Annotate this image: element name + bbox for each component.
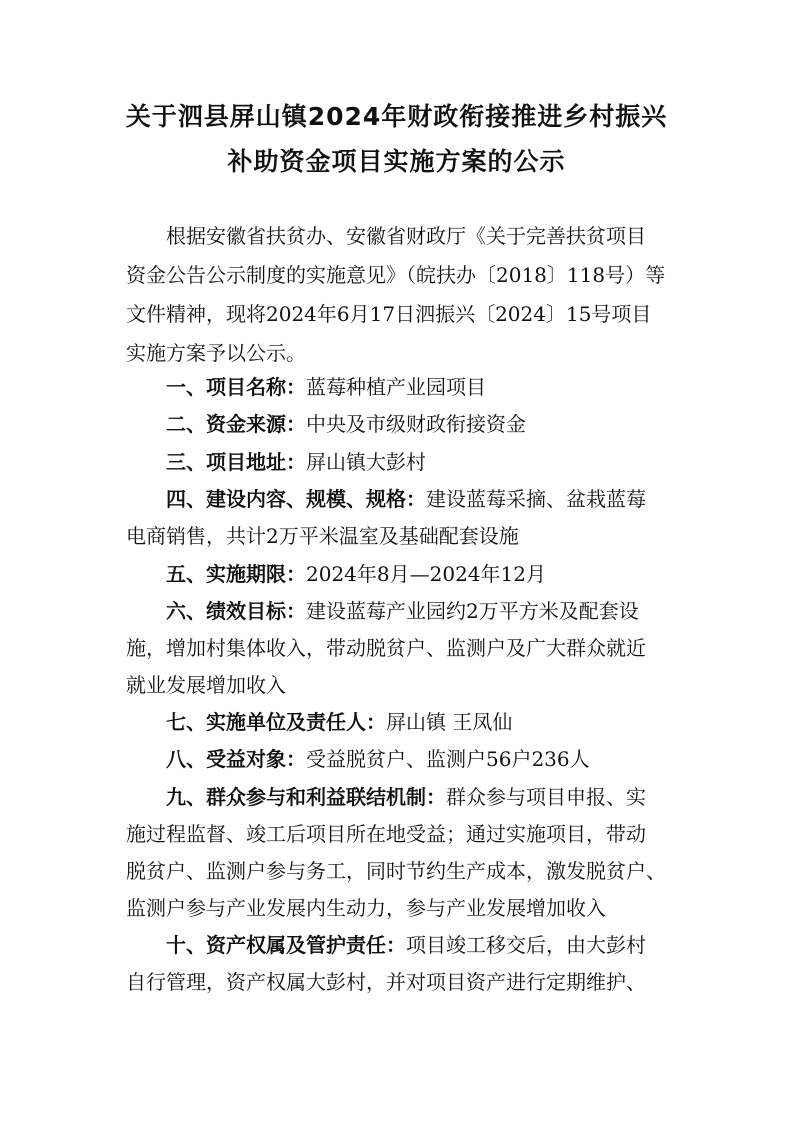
item-text: 电商销售，共计2万平米温室及基础配套设施 [126, 524, 519, 548]
item-label: 十、资产权属及管护责任： [166, 933, 406, 957]
item-text: 施，增加村集体收入，带动脱贫户、监测户及广大群众就近 [126, 636, 646, 660]
item-beneficiaries [166, 745, 686, 773]
intro-line: 实施方案予以公示。 [126, 341, 306, 365]
item-label: 六、绩效目标： [166, 599, 306, 623]
item-fund-source [166, 410, 686, 438]
item-label: 四、建设内容、规模、规格： [166, 487, 426, 511]
item-label: 二、资金来源： [166, 412, 306, 436]
item-text: 中央及市级财政衔接资金 [306, 412, 526, 436]
item-participation-mechanism [166, 783, 686, 811]
item-label: 五、实施期限： [166, 562, 306, 586]
item-label: 七、实施单位及责任人： [166, 710, 386, 734]
intro-line: 文件精神，现将2024年6月17日泗振兴〔2024〕15号项目 [126, 302, 652, 326]
item-implementation-period [166, 560, 686, 588]
document-title-line-2: 补助资金项目实施方案的公示 [227, 147, 566, 176]
intro-line: 资金公告公示制度的实施意见》（皖扶办〔2018〕118号）等 [126, 263, 666, 287]
item-construction-content [166, 485, 686, 513]
item-text: 就业发展增加收入 [126, 673, 286, 697]
item-text: 项目竣工移交后，由大彭村 [406, 933, 646, 957]
document-title-line-1: 关于泗县屏山镇2024年财政衔接推进乡村振兴 [125, 102, 668, 131]
item-project-location [166, 448, 686, 476]
item-performance-goal [166, 597, 686, 625]
item-text: 2024年8月—2024年12月 [306, 562, 546, 586]
item-text: 受益脱贫户、监测户56户236人 [306, 747, 590, 771]
item-text: 屏山镇大彭村 [306, 450, 426, 474]
item-asset-ownership [166, 931, 686, 959]
item-text: 施过程监督、竣工后项目所在地受益；通过实施项目，带动 [126, 822, 646, 846]
item-text: 自行管理，资产权属大彭村，并对项目资产进行定期维护、 [126, 970, 646, 994]
item-text: 群众参与项目申报、实 [446, 785, 646, 809]
item-text: 建设蓝莓采摘、盆栽蓝莓 [426, 487, 646, 511]
item-project-name [166, 373, 686, 401]
item-label: 九、群众参与和利益联结机制： [166, 785, 446, 809]
item-label: 八、受益对象： [166, 747, 306, 771]
intro-line: 根据安徽省扶贫办、安徽省财政厅《关于完善扶贫项目 [166, 224, 646, 248]
item-label: 三、项目地址： [166, 450, 306, 474]
item-implementing-unit [166, 708, 686, 736]
item-text: 屏山镇 王凤仙 [386, 710, 513, 734]
item-text: 监测户参与产业发展内生动力，参与产业发展增加收入 [126, 896, 606, 920]
item-text: 脱贫户、监测户参与务工，同时节约生产成本，激发脱贫户、 [126, 859, 666, 883]
item-text: 建设蓝莓产业园约2万平方米及配套设 [306, 599, 639, 623]
item-label: 一、项目名称： [166, 375, 306, 399]
item-text: 蓝莓种植产业园项目 [306, 375, 486, 399]
